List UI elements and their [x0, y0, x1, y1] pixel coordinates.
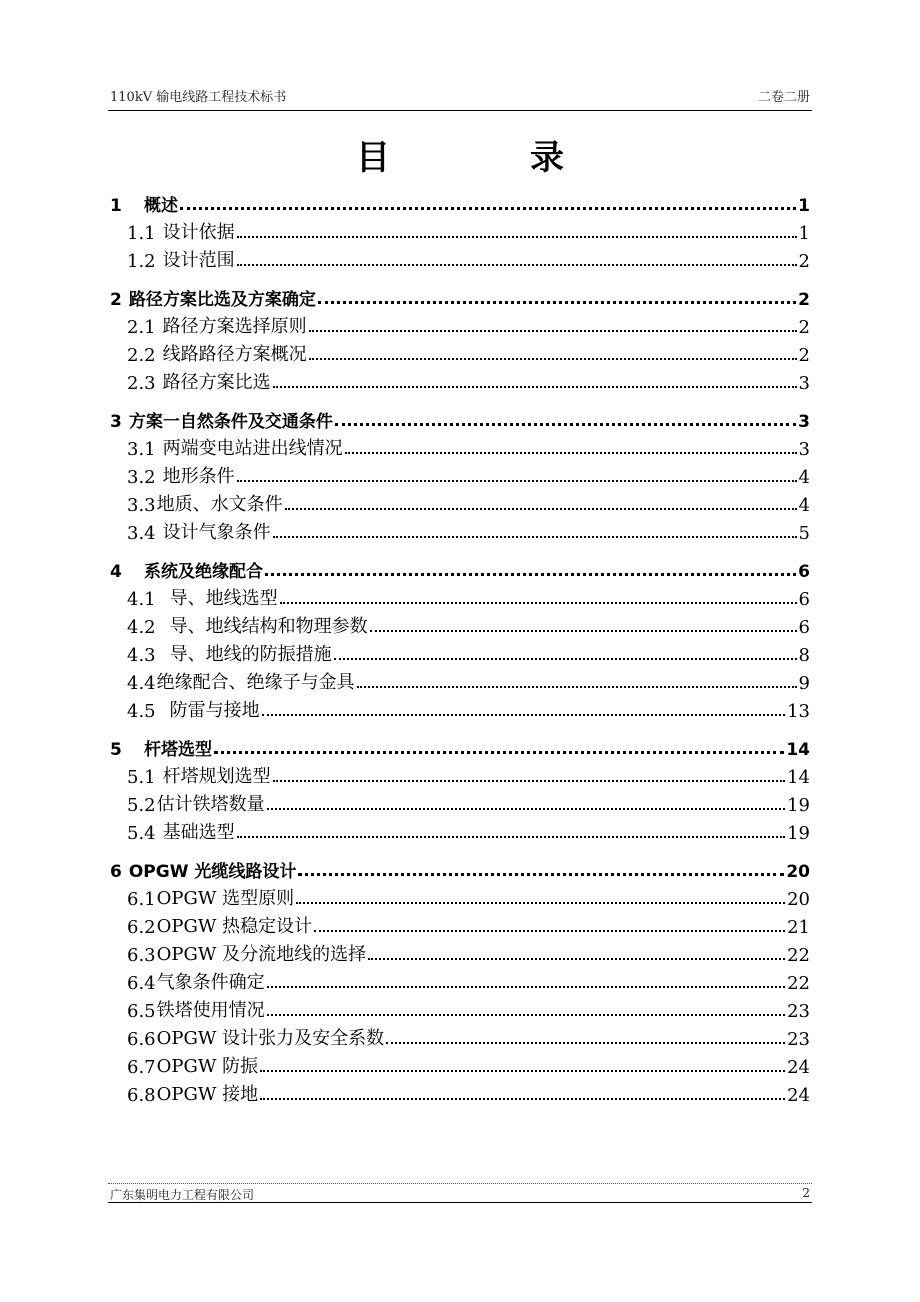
toc-dot-leader: [273, 780, 785, 782]
toc-section-entry[interactable]: [110, 938, 810, 966]
toc-dot-leader: [345, 452, 797, 454]
toc-entry-title: 地质、水文条件: [156, 494, 283, 515]
toc-section-entry[interactable]: [110, 694, 810, 722]
toc-entry-page: 1: [798, 196, 810, 216]
toc-dot-leader: [260, 1070, 785, 1072]
toc-entry-title: 系统及绝缘配合: [144, 562, 263, 582]
toc-entry-page: 14: [786, 740, 810, 760]
toc-section-entry[interactable]: [110, 338, 810, 366]
toc-chapter-entry[interactable]: [110, 854, 810, 882]
toc-entry-title: 地形条件: [162, 466, 235, 487]
toc-entry-page: 24: [787, 1085, 810, 1106]
page-header: [110, 86, 810, 106]
toc-entry-number: 5: [110, 740, 122, 760]
toc-entry-page: 22: [787, 945, 810, 966]
toc-dot-leader: [386, 1042, 785, 1044]
toc-entry-page: 13: [787, 701, 810, 722]
toc-entry-page: 5: [798, 523, 810, 544]
toc-entry-page: 3: [798, 373, 810, 394]
toc-entry-page: 20: [786, 862, 810, 882]
toc-entry-page: 8: [798, 645, 810, 666]
toc-entry-page: 6: [798, 589, 810, 610]
toc-entry-number: 4: [110, 562, 122, 582]
toc-entry-title: 杆塔规划选型: [162, 766, 271, 787]
toc-entry-title: 设计范围: [162, 250, 235, 271]
toc-dot-leader: [237, 836, 785, 838]
toc-section-entry[interactable]: [110, 488, 810, 516]
toc-entry-title: OPGW 及分流地线的选择: [156, 944, 367, 965]
toc-entry-page: 2: [798, 290, 810, 310]
toc-dot-leader: [298, 873, 784, 876]
toc-entry-title: 路径方案比选及方案确定: [128, 290, 316, 310]
toc-entry-page: 19: [787, 823, 810, 844]
toc-section-entry[interactable]: [110, 638, 810, 666]
toc-entry-page: 24: [787, 1057, 810, 1078]
toc-entry-title: 绝缘配合、绝缘子与金具: [156, 672, 355, 693]
header-left: 110kV 输电线路工程技术标书: [110, 90, 287, 105]
toc-entry-number: 1: [110, 196, 122, 216]
toc-section-entry[interactable]: [110, 666, 810, 694]
toc-section-entry[interactable]: [110, 910, 810, 938]
toc-entry-number: 5.4: [127, 823, 156, 844]
toc-entry-page: 3: [798, 412, 810, 432]
toc-entry-title: OPGW 接地: [156, 1084, 259, 1105]
toc-entry-number: 3.4: [127, 523, 156, 544]
toc-dot-leader: [318, 301, 796, 304]
toc-entry-number: 2.2: [127, 345, 156, 366]
header-rule: [108, 110, 812, 111]
toc-entry-page: 6: [798, 562, 810, 582]
toc-section-entry[interactable]: [110, 760, 810, 788]
toc-entry-page: 4: [798, 467, 810, 488]
footer-company: 广东集明电力工程有限公司: [110, 1188, 255, 1202]
toc-entry-number: 4.5: [127, 701, 156, 722]
toc-section-entry[interactable]: [110, 966, 810, 994]
toc-chapter-entry[interactable]: [110, 554, 810, 582]
toc-entry-page: 23: [787, 1001, 810, 1022]
toc-dot-leader: [267, 808, 785, 810]
toc-dot-leader: [368, 958, 785, 960]
toc-entry-title: 路径方案选择原则: [162, 316, 307, 337]
toc-entry-page: 19: [787, 795, 810, 816]
toc-entry-number: 6.8: [127, 1085, 156, 1106]
toc-entry-title: OPGW 热稳定设计: [156, 916, 313, 937]
toc-entry-page: 14: [787, 767, 810, 788]
toc-section-entry[interactable]: [110, 1050, 810, 1078]
toc-chapter-entry[interactable]: [110, 732, 810, 760]
toc-entry-number: 6.7: [127, 1057, 156, 1078]
toc-entry-page: 3: [798, 439, 810, 460]
toc-entry-number: 3.3: [127, 495, 156, 516]
toc-entry-title: OPGW 光缆线路设计: [128, 862, 297, 882]
toc-dot-leader: [237, 236, 797, 238]
toc-entry-title: 防雷与接地: [169, 700, 260, 721]
toc-entry-number: 2: [110, 290, 122, 310]
toc-dot-leader: [260, 1098, 785, 1100]
toc-entry-number: 3: [110, 412, 122, 432]
toc-entry-number: 4.4: [127, 673, 156, 694]
toc-entry-number: 4.1: [127, 589, 156, 610]
toc-chapter-entry[interactable]: [110, 188, 810, 216]
footer-dotted-rule: [108, 1183, 812, 1184]
toc-dot-leader: [267, 1014, 785, 1016]
toc-entry-title: OPGW 设计张力及安全系数: [156, 1028, 385, 1049]
toc-entry-number: 2.1: [127, 317, 156, 338]
toc-entry-title: 线路路径方案概况: [162, 344, 307, 365]
toc-entry-page: 6: [798, 617, 810, 638]
toc-entry-number: 6.2: [127, 917, 156, 938]
toc-section-entry[interactable]: [110, 516, 810, 544]
toc-entry-page: 2: [798, 317, 810, 338]
toc-entry-page: 4: [798, 495, 810, 516]
toc-section-entry[interactable]: [110, 582, 810, 610]
toc-entry-title: 两端变电站进出线情况: [162, 438, 343, 459]
table-of-contents: [110, 188, 810, 1106]
toc-entry-page: 23: [787, 1029, 810, 1050]
toc-section-entry[interactable]: [110, 882, 810, 910]
toc-entry-title: OPGW 防振: [156, 1056, 259, 1077]
toc-chapter-entry[interactable]: [110, 282, 810, 310]
toc-entry-page: 1: [798, 223, 810, 244]
toc-dot-leader: [370, 630, 797, 632]
toc-dot-leader: [237, 264, 797, 266]
toc-dot-leader: [357, 686, 797, 688]
toc-entry-page: 22: [787, 973, 810, 994]
toc-entry-page: 2: [798, 251, 810, 272]
toc-section-entry[interactable]: [110, 432, 810, 460]
toc-entry-number: 5.1: [127, 767, 156, 788]
toc-section-entry[interactable]: [110, 366, 810, 394]
toc-dot-leader: [262, 714, 785, 716]
toc-entry-page: 20: [787, 889, 810, 910]
page-number: 2: [802, 1186, 810, 1200]
toc-entry-title: 概述: [144, 196, 178, 216]
toc-dot-leader: [267, 986, 785, 988]
footer-rule: [108, 1202, 812, 1203]
header-right: 二卷二册: [757, 90, 810, 105]
toc-entry-title: 方案一自然条件及交通条件: [128, 412, 333, 432]
toc-entry-page: 2: [798, 345, 810, 366]
toc-entry-title: 杆塔选型: [144, 740, 212, 760]
toc-section-entry[interactable]: [110, 788, 810, 816]
toc-entry-title: 铁塔使用情况: [156, 1000, 265, 1021]
toc-entry-number: 6.1: [127, 889, 156, 910]
toc-entry-title: 气象条件确定: [156, 972, 265, 993]
toc-entry-number: 1.2: [127, 251, 156, 272]
toc-dot-leader: [280, 602, 797, 604]
toc-entry-number: 1.1: [127, 223, 156, 244]
toc-dot-leader: [334, 658, 797, 660]
toc-entry-title: 导、地线选型: [169, 588, 278, 609]
toc-title: 目录: [356, 138, 704, 178]
toc-dot-leader: [237, 480, 797, 482]
toc-dot-leader: [214, 751, 784, 754]
toc-section-entry[interactable]: [110, 1022, 810, 1050]
toc-dot-leader: [296, 902, 785, 904]
toc-entry-title: 基础选型: [162, 822, 235, 843]
toc-entry-number: 6.4: [127, 973, 156, 994]
toc-dot-leader: [265, 573, 796, 576]
toc-entry-number: 6: [110, 862, 122, 882]
toc-entry-title: 设计依据: [162, 222, 235, 243]
toc-chapter-entry[interactable]: [110, 404, 810, 432]
toc-entry-number: 5.2: [127, 795, 156, 816]
toc-entry-title: 估计铁塔数量: [156, 794, 265, 815]
toc-entry-title: 导、地线结构和物理参数: [169, 616, 368, 637]
toc-entry-number: 4.2: [127, 617, 156, 638]
toc-entry-page: 21: [787, 917, 810, 938]
toc-section-entry[interactable]: [110, 610, 810, 638]
toc-entry-title: 路径方案比选: [162, 372, 271, 393]
toc-entry-number: 3.1: [127, 439, 156, 460]
toc-entry-number: 6.6: [127, 1029, 156, 1050]
toc-dot-leader: [273, 386, 797, 388]
toc-dot-leader: [180, 207, 796, 210]
toc-section-entry[interactable]: [110, 994, 810, 1022]
toc-dot-leader: [314, 930, 785, 932]
toc-entry-number: 3.2: [127, 467, 156, 488]
toc-dot-leader: [285, 508, 797, 510]
toc-entry-title: OPGW 选型原则: [156, 888, 295, 909]
toc-section-entry[interactable]: [110, 216, 810, 244]
toc-entry-title: 导、地线的防振措施: [169, 644, 332, 665]
toc-dot-leader: [309, 358, 797, 360]
toc-section-entry[interactable]: [110, 460, 810, 488]
toc-entry-number: 4.3: [127, 645, 156, 666]
toc-dot-leader: [335, 423, 796, 426]
toc-section-entry[interactable]: [110, 1078, 810, 1106]
toc-section-entry[interactable]: [110, 244, 810, 272]
toc-section-entry[interactable]: [110, 816, 810, 844]
toc-dot-leader: [273, 536, 797, 538]
toc-entry-title: 设计气象条件: [162, 522, 271, 543]
toc-entry-number: 6.3: [127, 945, 156, 966]
toc-dot-leader: [309, 330, 797, 332]
toc-entry-number: 2.3: [127, 373, 156, 394]
toc-entry-number: 6.5: [127, 1001, 156, 1022]
toc-entry-page: 9: [798, 673, 810, 694]
toc-section-entry[interactable]: [110, 310, 810, 338]
